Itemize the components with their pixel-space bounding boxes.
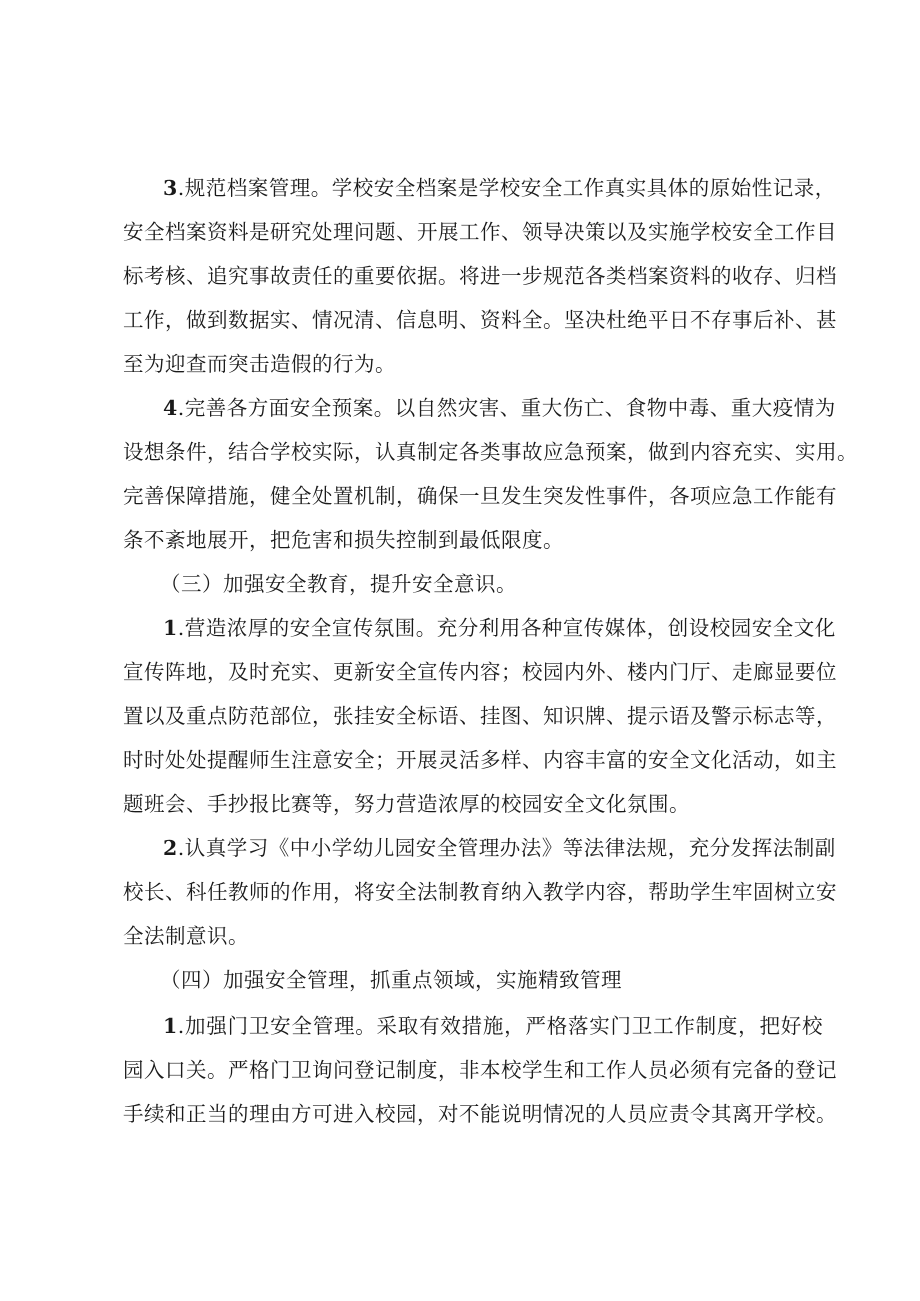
paragraph-line	[163, 833, 836, 863]
paragraph-line: 至为迎查而突击造假的行为。	[123, 352, 396, 376]
section-heading: （四）加强安全管理，抓重点领域，实施精致管理	[160, 968, 622, 992]
item-number: 2	[163, 836, 178, 860]
paragraph-line	[163, 613, 836, 643]
paragraph-line: 安全档案资料是研究处理问题、开展工作、领导决策以及实施学校安全工作目	[123, 220, 837, 244]
paragraph-line: 标考核、追究事故责任的重要依据。将进一步规范各类档案资料的收存、归档	[123, 264, 837, 288]
paragraph-line: 完善保障措施，健全处置机制，确保一旦发生突发性事件，各项应急工作能有	[123, 484, 837, 508]
paragraph-line: 宣传阵地，及时充实、更新安全宣传内容；校园内外、楼内门厅、走廊显要位	[123, 660, 837, 684]
line-text: .认真学习《中小学幼儿园安全管理办法》等法律法规，充分发挥法制副	[177, 836, 836, 860]
paragraph-line: 题班会、手抄报比赛等，努力营造浓厚的校园安全文化氛围。	[123, 792, 690, 816]
paragraph-line: 工作，做到数据实、情况清、信息明、资料全。坚决杜绝平日不存事后补、甚	[123, 308, 837, 332]
paragraph-line: 园入口关。严格门卫询问登记制度，非本校学生和工作人员必须有完备的登记	[123, 1058, 837, 1082]
item-number: 3	[163, 176, 178, 200]
item-number: 4	[163, 396, 178, 420]
section-heading: （三）加强安全教育，提升安全意识。	[160, 572, 517, 596]
paragraph-line: 条不紊地展开，把危害和损失控制到最低限度。	[123, 528, 564, 552]
line-text: .营造浓厚的安全宣传氛围。充分利用各种宣传媒体，创设校园安全文化	[177, 616, 836, 640]
paragraph-line: 时时处处提醒师生注意安全；开展灵活多样、内容丰富的安全文化活动，如主	[123, 748, 837, 772]
paragraph-line: 手续和正当的理由方可进入校园，对不能说明情况的人员应责令其离开学校。	[123, 1102, 837, 1126]
paragraph-line: 校长、科任教师的作用，将安全法制教育纳入教学内容，帮助学生牢固树立安	[123, 880, 837, 904]
item-number: 1	[163, 1014, 178, 1038]
paragraph-line: 设想条件，结合学校实际，认真制定各类事故应急预案，做到内容充实、实用。	[123, 440, 858, 464]
line-text: .加强门卫安全管理。采取有效措施，严格落实门卫工作制度，把好校	[177, 1014, 823, 1038]
paragraph-line	[163, 1011, 823, 1041]
line-text: .规范档案管理。学校安全档案是学校安全工作真实具体的原始性记录，	[177, 176, 836, 200]
item-number: 1	[163, 616, 178, 640]
line-text: .完善各方面安全预案。以自然灾害、重大伤亡、食物中毒、重大疫情为	[177, 396, 836, 420]
paragraph-line: 置以及重点防范部位，张挂安全标语、挂图、知识牌、提示语及警示标志等，	[123, 704, 837, 728]
paragraph-line: 全法制意识。	[123, 924, 249, 948]
paragraph-line	[163, 393, 836, 423]
paragraph-line	[163, 173, 836, 203]
